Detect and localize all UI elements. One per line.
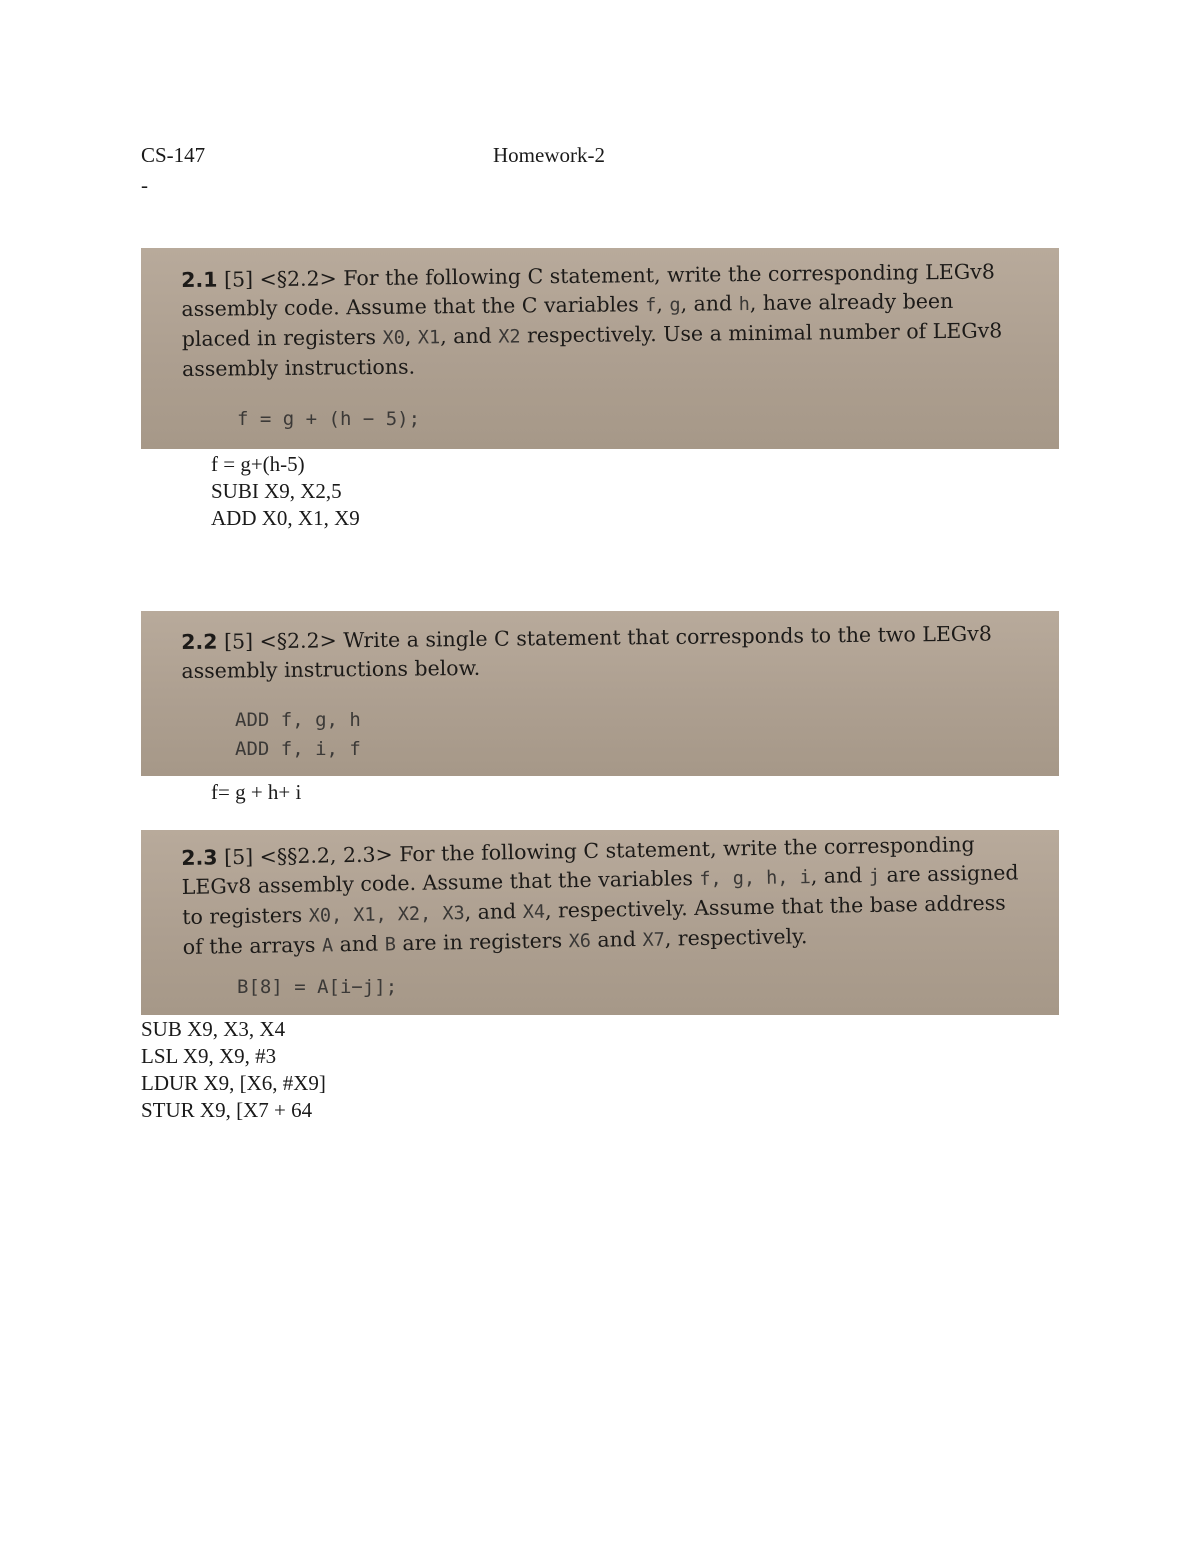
array-b: B	[384, 934, 397, 956]
answer-2-1	[211, 451, 360, 532]
problem-2-3-text	[181, 830, 1023, 963]
text-segment: and	[590, 926, 643, 952]
answer-line: SUB X9, X3, X4	[141, 1017, 286, 1041]
text-segment: ,	[404, 324, 418, 349]
text-segment: are in registers	[395, 928, 569, 956]
text-segment: , and	[810, 863, 870, 889]
course-code: CS-147	[141, 143, 206, 167]
problem-points: [5]	[223, 629, 254, 654]
problem-2-1-code: f = g + (h − 5);	[237, 408, 421, 430]
register-x6: X6	[568, 930, 592, 953]
text-segment: are assigned to registers	[182, 860, 1019, 929]
problem-2-3-photo	[141, 830, 1059, 1015]
problem-points: [5]	[223, 267, 254, 292]
variable-f: f	[645, 295, 657, 317]
problem-text: Write a single C statement that corresponds to the two LEGv8 assembly instructions below.	[181, 621, 992, 683]
variable-j: j	[868, 865, 881, 887]
variable-h: h	[738, 294, 750, 316]
register-x4: X4	[522, 901, 546, 924]
answer-2-3	[141, 1016, 326, 1124]
problem-2-2-photo	[141, 611, 1059, 776]
answer-line: f= g + h+ i	[211, 780, 302, 804]
text-segment: and	[332, 931, 385, 957]
variables-list: f, g, h, i	[699, 867, 811, 890]
text-segment: , respectively.	[664, 924, 808, 951]
page-header	[141, 143, 1059, 203]
code-line: ADD f, i, f	[235, 738, 361, 760]
problem-section: <§2.2>	[259, 628, 337, 654]
problem-2-1-text	[181, 257, 1022, 384]
text-segment: ,	[656, 291, 670, 317]
answer-2-2	[211, 779, 301, 806]
problem-number: 2.2	[181, 629, 218, 654]
problem-2-3-code: B[8] = A[i−j];	[237, 976, 398, 998]
text-segment: , and	[440, 323, 499, 349]
registers-list: X0, X1, X2, X3	[308, 903, 465, 927]
header-dash: -	[141, 173, 148, 197]
problem-text: For the following C statement, write the corresponding LEGv8 assembly code. Assume that the variables	[181, 832, 975, 899]
answer-line: LDUR X9, [X6, #X9]	[141, 1071, 326, 1095]
problem-2-1-photo	[141, 248, 1059, 449]
problem-section: <§§2.2, 2.3>	[259, 842, 393, 869]
text-segment: , and	[680, 291, 739, 316]
text-segment: , and	[464, 899, 523, 925]
answer-line: LSL X9, X9, #3	[141, 1044, 277, 1068]
answer-line: f = g+(h-5)	[211, 452, 305, 476]
problem-2-2-code	[235, 706, 361, 764]
problem-points: [5]	[223, 844, 254, 870]
text-segment: , respectively. Assume that the base address of the arrays	[182, 890, 1006, 959]
register-x2: X2	[498, 326, 521, 348]
variable-g: g	[669, 294, 681, 316]
register-x7: X7	[642, 929, 665, 951]
answer-line: STUR X9, [X7 + 64	[141, 1098, 313, 1122]
problem-2-2-text	[181, 619, 1022, 686]
problem-section: <§2.2>	[259, 266, 337, 292]
problem-text: For the following C statement, write the corresponding LEGv8 assembly code. Assume that the C variables	[181, 259, 995, 321]
code-line: ADD f, g, h	[235, 709, 361, 731]
answer-line: ADD X0, X1, X9	[211, 506, 360, 530]
problem-number: 2.1	[181, 267, 218, 292]
register-x0: X0	[382, 327, 405, 349]
text-segment: , have already been placed in registers	[181, 288, 954, 351]
register-x1: X1	[417, 327, 441, 349]
problem-number: 2.3	[181, 845, 218, 870]
array-a: A	[321, 935, 334, 957]
text-segment: respectively. Use a minimal number of LEGv8 assembly instructions.	[181, 318, 1003, 381]
homework-title: Homework-2	[493, 143, 605, 167]
answer-line: SUBI X9, X2,5	[211, 479, 342, 503]
